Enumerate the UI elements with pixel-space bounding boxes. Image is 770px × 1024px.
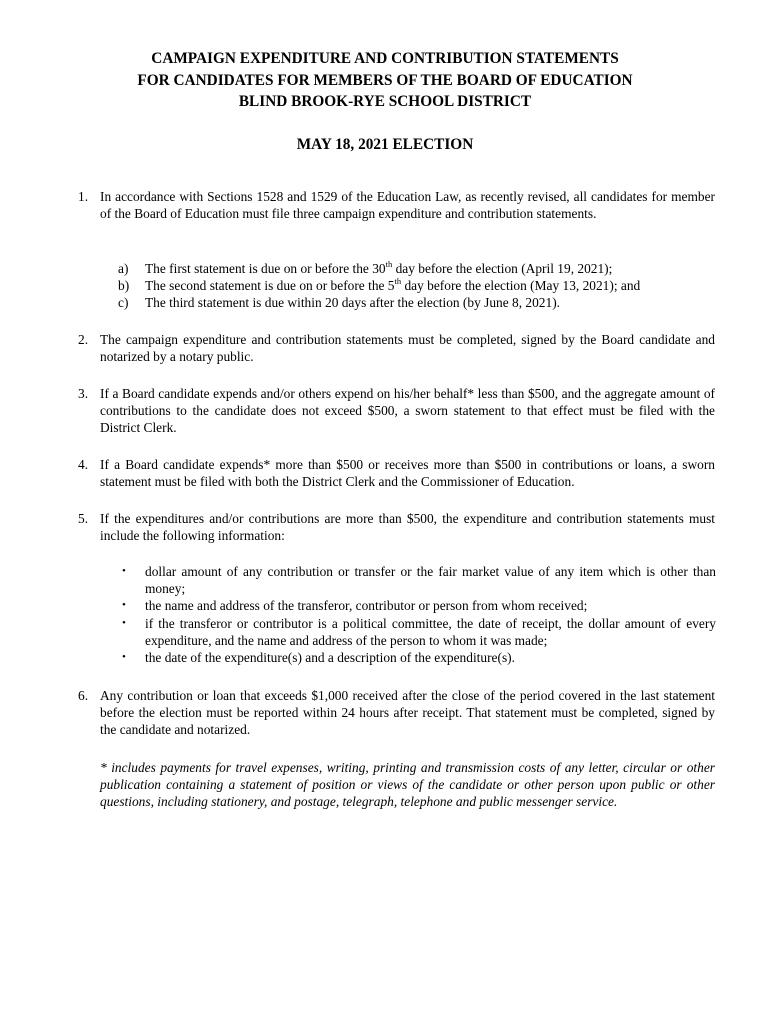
sub-item-text: The third statement is due within 20 days after the election (by June 8, 2021). bbox=[145, 295, 561, 311]
item-text: If a Board candidate expends and/or others expend on his/her behalf* less than $500, and the aggregate amount of contributions to the candidate does not exceed $500, a sworn statement to that effect must be filed with the District Clerk. bbox=[100, 386, 715, 436]
title-line-1: CAMPAIGN EXPENDITURE AND CONTRIBUTION STATEMENTS bbox=[151, 50, 619, 67]
election-date-heading: MAY 18, 2021 ELECTION bbox=[296, 135, 474, 153]
sub-item-label: b) bbox=[118, 278, 130, 294]
required-information-list bbox=[118, 563, 716, 666]
item-number: 4. bbox=[78, 457, 89, 472]
item-number: 6. bbox=[78, 688, 89, 703]
footnote: * includes payments for travel expenses, writing, printing and transmission costs of any letter, circular or other publication containing a statement of position or views of the candidate or other person upon public or other questions, including stationery, and postage, telegraph, telephone and public messenger service. bbox=[100, 760, 715, 810]
item-text: If a Board candidate expends* more than $500 or receives more than $500 in contributions or loans, a sworn statement must be filed with both the District Clerk and the Commissioner of Education. bbox=[100, 457, 715, 490]
sub-item-label: a) bbox=[118, 261, 129, 276]
list-item-4 bbox=[78, 456, 715, 490]
ordinal-suffix: th bbox=[394, 276, 402, 287]
title-line-2: FOR CANDIDATES FOR MEMBERS OF THE BOARD OF EDUCATION bbox=[137, 71, 633, 89]
sub-item-text-cont: day before the election (May 13, 2021); and bbox=[401, 278, 641, 294]
bullet-text: dollar amount of any contribution or transfer or the fair market value of any item which is other than money; bbox=[145, 564, 716, 597]
bullet-icon: • bbox=[122, 565, 126, 577]
bullet-text: the date of the expenditure(s) and a description of the expenditure(s). bbox=[145, 650, 515, 666]
item-number: 2. bbox=[78, 332, 89, 347]
item-number: 5. bbox=[78, 511, 89, 526]
sub-item-text: The first statement is due on or before the 30 bbox=[145, 261, 386, 276]
bullet-icon: • bbox=[122, 651, 126, 664]
bullet-icon: • bbox=[122, 616, 126, 629]
bullet-item bbox=[118, 615, 716, 649]
bullet-text: if the transferor or contributor is a political committee, the date of receipt, the dollar amount of every expenditure, and the name and address of the person to whom it was made; bbox=[145, 615, 716, 648]
item-text: If the expenditures and/or contributions are more than $500, the expenditure and contribution statements must include the following information: bbox=[100, 511, 715, 544]
list-item-1 bbox=[78, 188, 715, 222]
due-date-sublist bbox=[118, 260, 718, 312]
sub-item-c bbox=[118, 294, 718, 311]
list-item-2 bbox=[78, 331, 715, 365]
bullet-text: the name and address of the transferor, contributor or person from whom received; bbox=[145, 598, 588, 614]
sub-item-text: The second statement is due on or before the 5 bbox=[145, 278, 395, 294]
item-number: 1. bbox=[78, 189, 89, 204]
item-number: 3. bbox=[78, 386, 89, 401]
bullet-item bbox=[118, 597, 716, 614]
sub-item-label: c) bbox=[118, 295, 129, 311]
bullet-item bbox=[118, 563, 716, 597]
list-item-6 bbox=[78, 687, 715, 739]
sub-item-text-cont: day before the election (April 19, 2021); bbox=[392, 261, 613, 276]
item-text: In accordance with Sections 1528 and 1529 of the Education Law, as recently revised, all candidates for member of the Board of Education must file three campaign expenditure and contribution statements. bbox=[100, 189, 715, 222]
item-text: Any contribution or loan that exceeds $1,000 received after the close of the period covered in the last statement before the election must be reported within 24 hours after receipt. That statement must be completed, signed by the candidate and notarized. bbox=[100, 688, 715, 738]
item-text: The campaign expenditure and contribution statements must be completed, signed by the Board candidate and notarized by a notary public. bbox=[100, 332, 715, 365]
title-line-3: BLIND BROOK-RYE SCHOOL DISTRICT bbox=[238, 93, 532, 111]
document-header bbox=[60, 48, 710, 155]
bullet-item bbox=[118, 649, 716, 666]
list-item-5 bbox=[78, 510, 715, 544]
sub-item-a bbox=[118, 260, 718, 277]
bullet-icon: • bbox=[122, 599, 126, 612]
sub-item-b bbox=[118, 277, 718, 294]
list-item-3 bbox=[78, 385, 715, 437]
ordinal-suffix: th bbox=[385, 259, 393, 269]
